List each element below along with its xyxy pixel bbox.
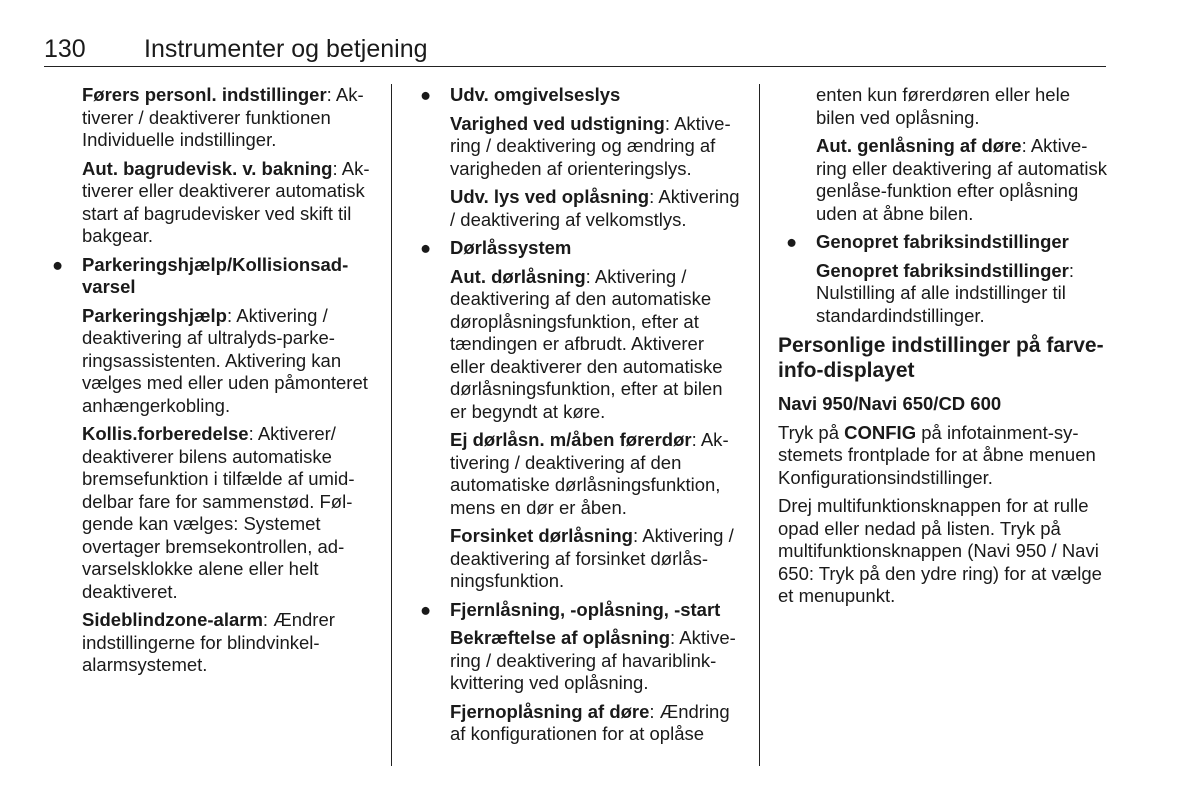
paragraph: Aut. dørlåsning: Aktivering / deaktivering af den automatiske døroplåsningsfunktion, efter at tændingen er afbrudt. Aktiverer eller deaktiverer den automatiske dørlåsningsfunktion, efter at bilen er begyndt at køre. — [450, 265, 723, 422]
paragraph: Aut. bagrudevisk. v. bakning: Aktiverer eller deaktiverer automatisk start af bagrudevisker ved skift til bakgear. — [82, 157, 370, 246]
paragraph: Udv. lys ved oplåsning: Aktivering / deaktivering af velkomstlys. — [450, 186, 740, 230]
paragraph: Fjernoplåsning af døre: Ændring af konfigurationen for at oplåse — [450, 700, 730, 744]
column-1 — [44, 84, 376, 683]
paragraph: Varighed ved udstigning: Aktivering / deaktivering og ændring af varigheden af orienteringslys. — [450, 112, 731, 179]
bullet-icon: ● — [420, 598, 432, 620]
section-title: Instrumenter og betjening — [144, 35, 428, 63]
paragraph: Drej multifunktionsknappen for at rulle opad eller nedad på listen. Tryk på multifunktionsknappen (Navi 950 / Navi 650: Tryk på den ydre ring) for at vælge et menupunkt. — [778, 495, 1102, 606]
bullet-item: ● Udv. omgivelseslys — [420, 84, 621, 105]
section-heading: Personlige indstillinger på farveinfo-displayet — [778, 334, 1104, 382]
subsection-heading: Navi 950/Navi 650/CD 600 — [778, 393, 1002, 414]
column-divider-2 — [759, 84, 760, 766]
paragraph: Aut. genlåsning af døre: Aktivering eller deaktivering af automatisk genlåse-funktion efter oplåsning uden at åbne bilen. — [816, 135, 1108, 224]
paragraph: Kollis.forberedelse: Aktiverer/ deaktiverer bilens automatiske bremsefunktion i tilfælde af umiddelbar fare for sammenstød. Følgende kan vælges: Systemet overtager bremsekontrollen, advarselsklokke alene eller helt deaktiveret. — [82, 423, 355, 602]
bullet-item: ● Parkeringshjælp/Kollisionsadvarsel — [52, 253, 349, 297]
bullet-item: ● Dørlåssystem — [420, 237, 572, 258]
paragraph: Forsinket dørlåsning: Aktivering / deaktivering af forsinket dørlåsningsfunktion. — [450, 525, 734, 591]
page-header — [44, 34, 428, 64]
column-3 — [778, 84, 1108, 614]
bullet-icon: ● — [786, 231, 798, 252]
paragraph: Bekræftelse af oplåsning: Aktivering / deaktivering af havariblinkkvittering ved oplåsning. — [450, 627, 736, 693]
bullet-icon: ● — [52, 253, 64, 275]
bullet-icon: ● — [420, 237, 432, 258]
column-divider-1 — [391, 84, 392, 766]
paragraph: Ej dørlåsn. m/åben førerdør: Aktivering / deaktivering af den automatiske dørlåsningsfunktion, mens en dør er åben. — [450, 429, 729, 518]
paragraph: Genopret fabriksindstillinger: Nulstilling af alle indstillinger til standardindstillinger. — [816, 259, 1075, 326]
paragraph: Tryk på CONFIG på infotainment-systemets frontplade for at åbne menuen Konfigurationsindstillinger. — [778, 421, 1096, 488]
bullet-item: ● Fjernlåsning, -oplåsning, -start — [420, 598, 721, 620]
bullet-icon: ● — [420, 84, 432, 105]
page-number: 130 — [44, 35, 86, 63]
column-2 — [412, 84, 742, 752]
bullet-item: ● Genopret fabriksindstillinger — [786, 231, 1069, 252]
paragraph: Parkeringshjælp: Aktivering / deaktivering af ultralyds-parkeringsassistenten. Aktivering kan vælges med eller uden påmonteret anhængerkobling. — [82, 304, 368, 416]
paragraph: Førers personl. indstillinger: Aktiverer / deaktiverer funktionen Individuelle indstillinger. — [82, 84, 364, 150]
paragraph: Sideblindzone-alarm: Ændrer indstillingerne for blindvinkelalarmsystemet. — [82, 609, 335, 675]
header-rule — [44, 66, 1106, 67]
paragraph: enten kun førerdøren eller hele bilen ved oplåsning. — [816, 84, 1070, 128]
